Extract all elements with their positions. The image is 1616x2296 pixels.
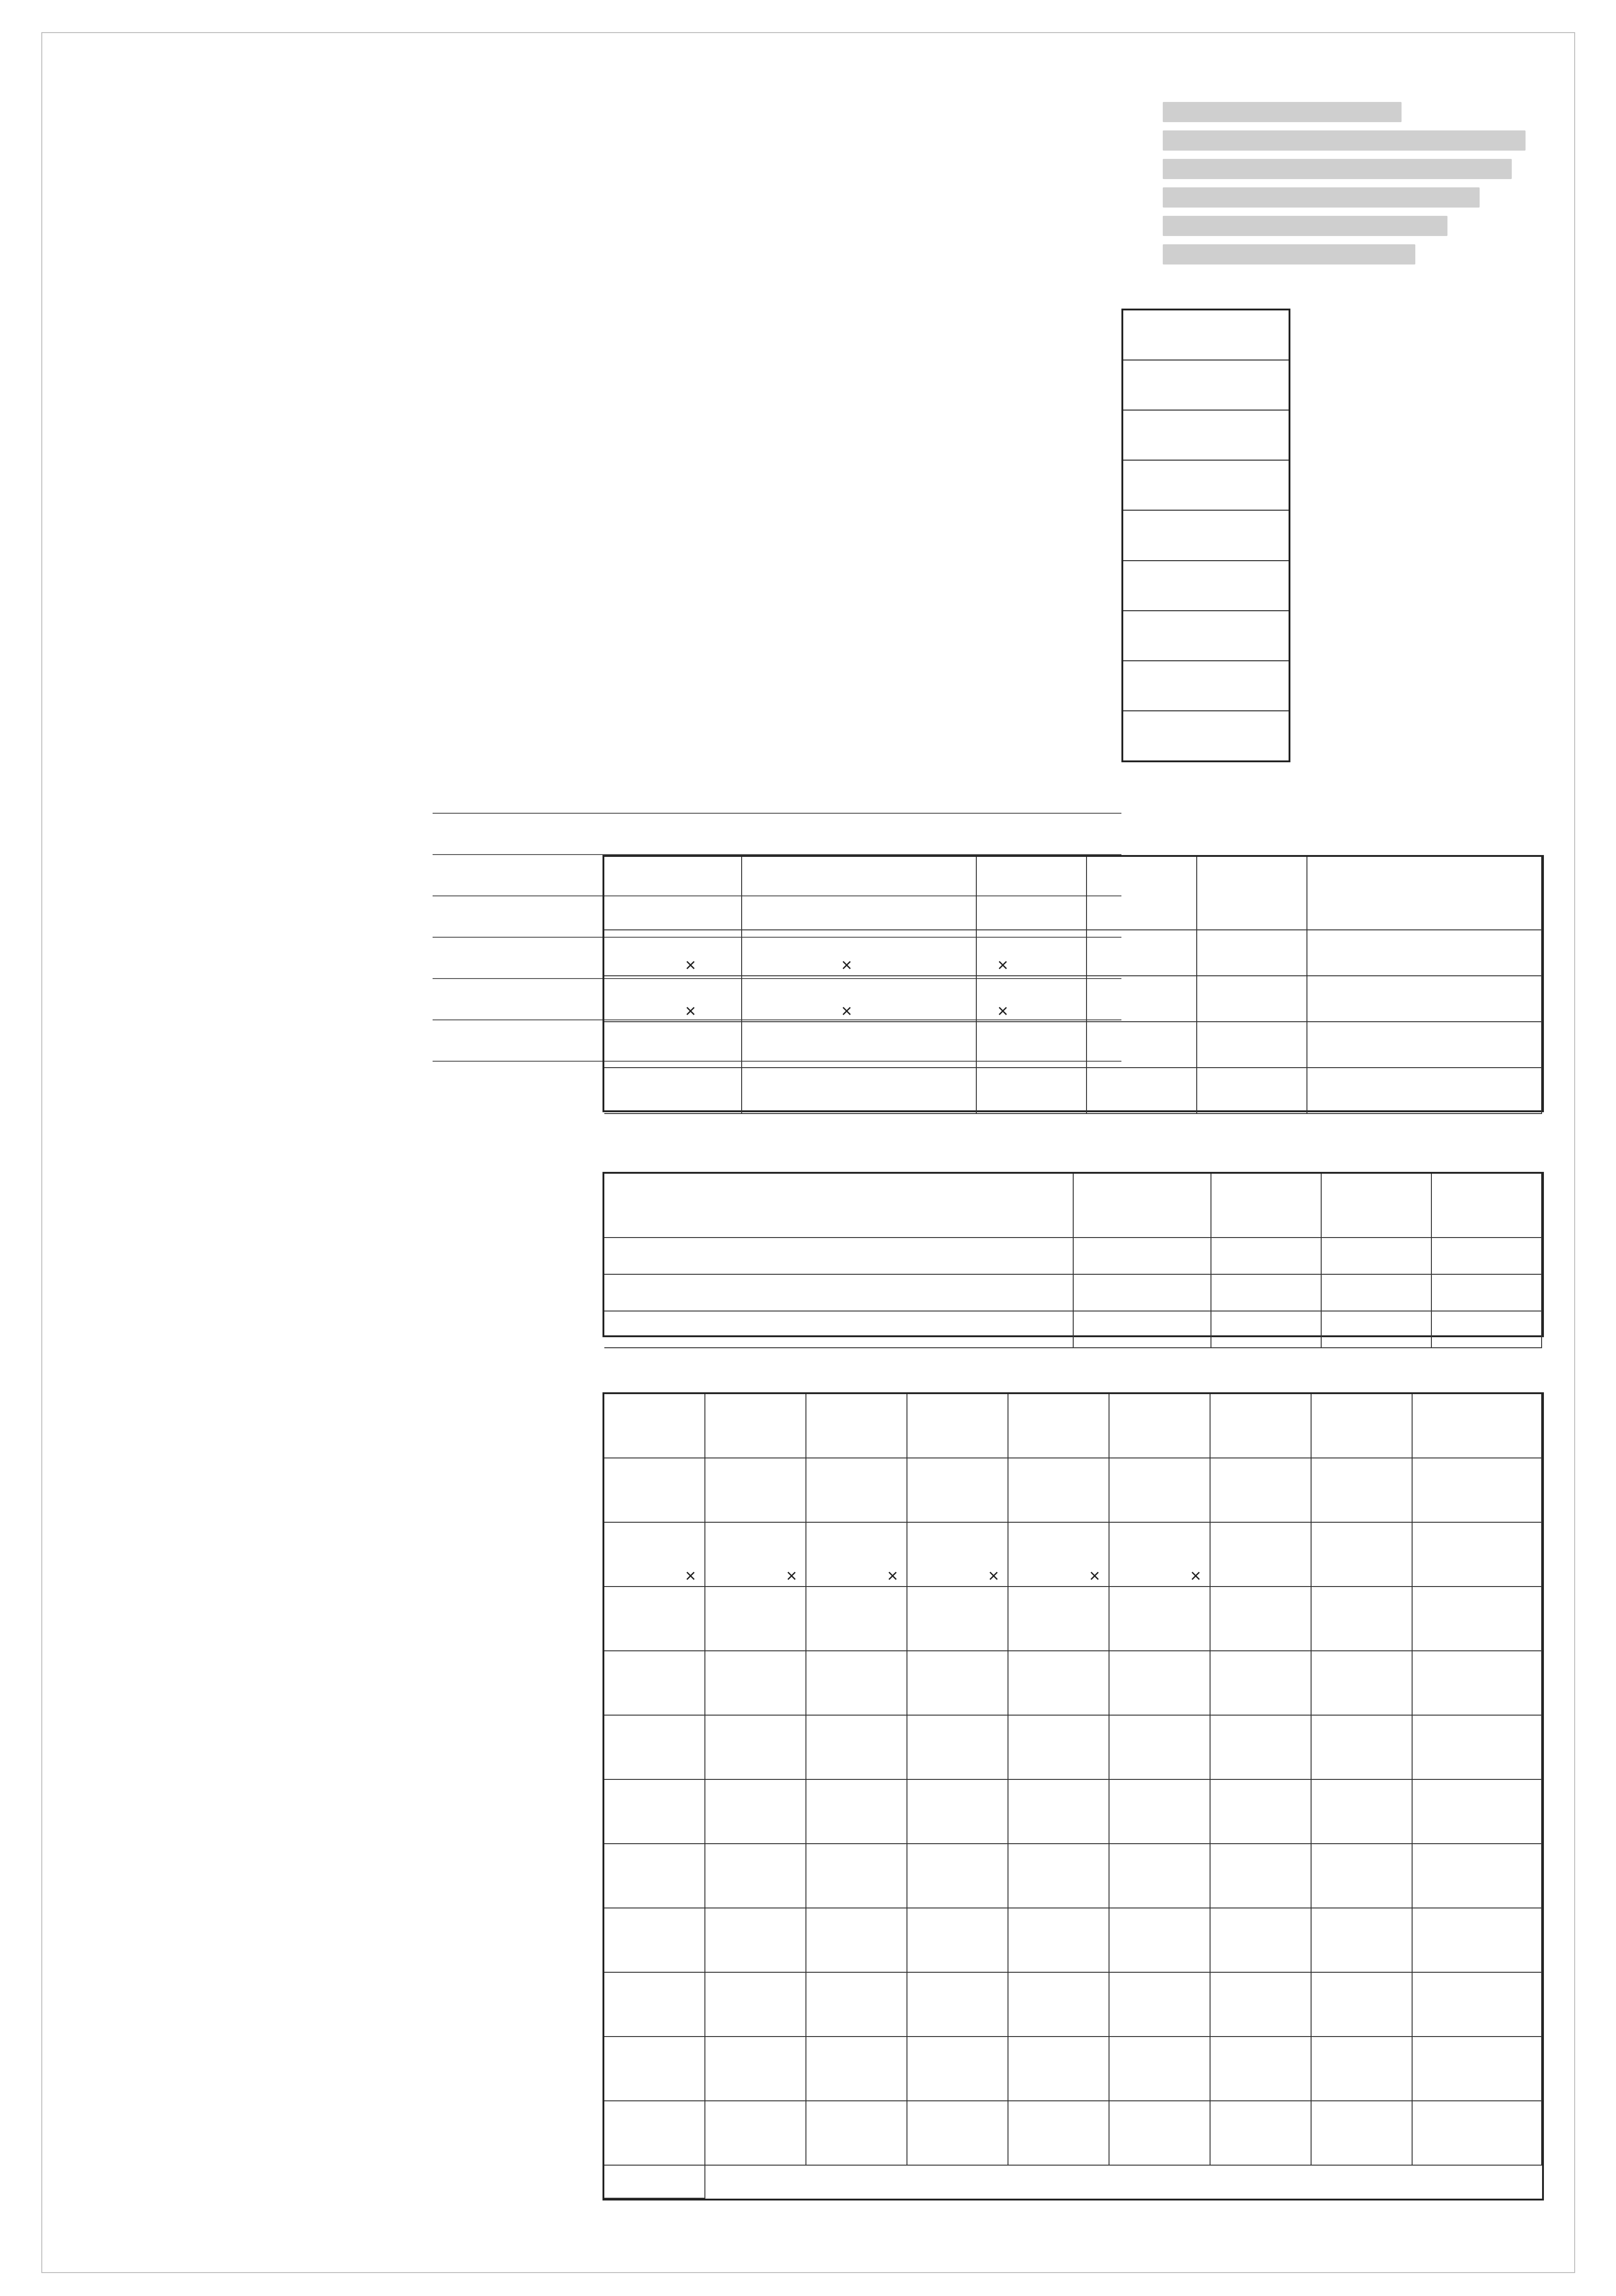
table-cell [1413, 1523, 1542, 1587]
codes-row [1123, 360, 1289, 411]
table-cell [1109, 1651, 1211, 1716]
table-head-cell [907, 1394, 1008, 1458]
codes-row [1123, 511, 1289, 561]
table-head-cell [705, 1394, 806, 1458]
table-cell [1087, 976, 1197, 1022]
table-cell [1109, 1458, 1211, 1523]
table-head-cell [1074, 1174, 1211, 1238]
table-cell [1211, 2037, 1312, 2101]
mark-x: × [841, 1001, 852, 1021]
table-cell [742, 976, 977, 1022]
table-cell [1307, 930, 1542, 976]
table-head-cell [1322, 1174, 1432, 1238]
table-cell [604, 1275, 1074, 1311]
header-field-row [433, 832, 1121, 855]
table-cell [705, 1716, 806, 1780]
mark-x: × [685, 1001, 696, 1021]
table-head-cell [806, 1394, 907, 1458]
table-cell [604, 2166, 705, 2199]
results-table-section [602, 1392, 1544, 2200]
table-cell [1312, 2037, 1413, 2101]
table-cell [1312, 1844, 1413, 1908]
table-cell [806, 1908, 907, 1973]
table-cell [1008, 1908, 1109, 1973]
table-cell [1211, 1523, 1312, 1587]
mark-x: × [841, 955, 852, 975]
table-cell [1008, 1587, 1109, 1651]
table-head-cell [1197, 857, 1307, 930]
mark-x: × [1089, 1566, 1100, 1586]
table-cell [1197, 1068, 1307, 1114]
table-cell [806, 1780, 907, 1844]
table-cell [1109, 1587, 1211, 1651]
table-cell [1211, 1651, 1312, 1716]
table-cell [705, 1973, 806, 2037]
table-cell [907, 1587, 1008, 1651]
document-page [41, 32, 1575, 2273]
table-cell [806, 1587, 907, 1651]
table-cell [1197, 930, 1307, 976]
codes-row [1123, 661, 1289, 711]
mark-x: × [685, 955, 696, 975]
table-cell [1413, 1844, 1542, 1908]
table-cell [1211, 1238, 1322, 1275]
table-cell [1211, 2101, 1312, 2166]
table-cell [604, 1908, 705, 1973]
table-cell [604, 1716, 705, 1780]
table-cell [806, 2037, 907, 2101]
main-table-section [602, 855, 1544, 1112]
table-cell [1322, 1275, 1432, 1311]
table-head-cell [1109, 1394, 1211, 1458]
table-cell [1312, 1458, 1413, 1523]
table-head-cell [742, 857, 977, 930]
table-cell [1322, 1311, 1432, 1348]
table-cell [1413, 1716, 1542, 1780]
table-cell [907, 1780, 1008, 1844]
table-head-cell [1211, 1174, 1322, 1238]
form-code-line [1163, 102, 1402, 122]
table-cell [1109, 1716, 1211, 1780]
table-cell [977, 1068, 1087, 1114]
codes-box [1121, 309, 1290, 762]
table-cell [1432, 1238, 1542, 1275]
table-cell [1312, 1908, 1413, 1973]
table-cell [1413, 1780, 1542, 1844]
table-cell [604, 1068, 742, 1114]
table-cell [1312, 1523, 1413, 1587]
table-cell [604, 1844, 705, 1908]
table-cell [705, 1587, 806, 1651]
table-cell [1008, 1973, 1109, 2037]
table-cell [1307, 976, 1542, 1022]
table-cell [907, 1716, 1008, 1780]
codes-row [1123, 711, 1289, 760]
table-cell [705, 1844, 806, 1908]
table-cell [1312, 1587, 1413, 1651]
codes-row [1123, 310, 1289, 360]
table-cell [1211, 1458, 1312, 1523]
table-head-cell [604, 1174, 1074, 1238]
codes-row [1123, 611, 1289, 661]
table-cell [1211, 1908, 1312, 1973]
table-cell [1322, 1238, 1432, 1275]
table-cell [1312, 1780, 1413, 1844]
table-cell [1197, 976, 1307, 1022]
table-cell [1074, 1275, 1211, 1311]
mark-x: × [786, 1566, 797, 1586]
subheadline-line-3 [1163, 216, 1447, 236]
table-cell [806, 1716, 907, 1780]
table-cell [1211, 1275, 1322, 1311]
table-cell [806, 1458, 907, 1523]
table-cell [1413, 1651, 1542, 1716]
table-cell [1211, 1311, 1322, 1348]
table-cell [1109, 1780, 1211, 1844]
subheadline-line-2 [1163, 187, 1480, 208]
table-cell [806, 1651, 907, 1716]
table-cell [1109, 2037, 1211, 2101]
table-cell [806, 1973, 907, 2037]
table-cell [1211, 1587, 1312, 1651]
table-cell [705, 1780, 806, 1844]
table-head-cell [1432, 1174, 1542, 1238]
mark-x: × [685, 1566, 696, 1586]
table-cell [705, 2101, 806, 2166]
subheadline-line-4 [1163, 244, 1415, 264]
table-cell [1432, 1311, 1542, 1348]
table-cell [1312, 2101, 1413, 2166]
allocation-table-section [602, 1172, 1544, 1337]
table-head-cell [1211, 1394, 1312, 1458]
table-cell [1413, 1908, 1542, 1973]
table-cell [1413, 2037, 1542, 2101]
table-cell [1413, 1587, 1542, 1651]
table-cell [1008, 1651, 1109, 1716]
table-head-cell [1413, 1394, 1542, 1458]
document-header [1163, 102, 1558, 295]
table-cell [604, 1458, 705, 1523]
table-cell [742, 930, 977, 976]
table-cell [1307, 1068, 1542, 1114]
table-cell [1087, 1022, 1197, 1068]
mark-x: × [997, 1001, 1008, 1021]
table-cell [705, 1908, 806, 1973]
mark-x: × [887, 1566, 898, 1586]
table-cell [907, 1651, 1008, 1716]
header-field-row [433, 791, 1121, 814]
table-head-cell [1087, 857, 1197, 930]
table-head-cell [1307, 857, 1542, 930]
table-cell [1008, 1780, 1109, 1844]
table-cell [1087, 1068, 1197, 1114]
table-head-cell [1312, 1394, 1413, 1458]
table-cell [1432, 1275, 1542, 1311]
table-cell [1197, 1022, 1307, 1068]
table-cell [1008, 1716, 1109, 1780]
table-cell [604, 1311, 1074, 1348]
table-cell [1413, 2101, 1542, 2166]
table-cell [1109, 1908, 1211, 1973]
subheadline-line [1163, 159, 1512, 179]
table-cell [1307, 1022, 1542, 1068]
table-cell [604, 1022, 742, 1068]
table-cell [1312, 1716, 1413, 1780]
table-cell [1109, 1844, 1211, 1908]
table-cell [604, 1651, 705, 1716]
table-cell [907, 1458, 1008, 1523]
mark-x: × [988, 1566, 999, 1586]
table-cell [1312, 1651, 1413, 1716]
table-cell [604, 976, 742, 1022]
table-cell [806, 2101, 907, 2166]
table-cell [907, 1908, 1008, 1973]
table-cell [977, 930, 1087, 976]
table-cell [1312, 1973, 1413, 2037]
table-cell [1074, 1238, 1211, 1275]
table-head-cell [1008, 1394, 1109, 1458]
headline-line [1163, 130, 1526, 151]
table-cell [1211, 1780, 1312, 1844]
table-cell [705, 1458, 806, 1523]
table-cell [1008, 1458, 1109, 1523]
mark-x: × [997, 955, 1008, 975]
table-cell [705, 1651, 806, 1716]
table-cell [604, 2037, 705, 2101]
table-cell [907, 2101, 1008, 2166]
table-cell [1211, 1844, 1312, 1908]
table-cell [1109, 1973, 1211, 2037]
table-head-cell [604, 857, 742, 930]
codes-row [1123, 561, 1289, 611]
codes-row [1123, 461, 1289, 511]
table-cell [604, 1973, 705, 2037]
table-cell [742, 1022, 977, 1068]
table-cell [604, 1780, 705, 1844]
table-cell [1109, 2101, 1211, 2166]
table-cell [1008, 2101, 1109, 2166]
table-cell [604, 2101, 705, 2166]
table-cell [604, 1238, 1074, 1275]
table-cell [907, 2037, 1008, 2101]
table-cell [742, 1068, 977, 1114]
table-cell [604, 930, 742, 976]
table-cell [1413, 1458, 1542, 1523]
table-cell [977, 1022, 1087, 1068]
table-cell [1074, 1311, 1211, 1348]
table-cell [1413, 1973, 1542, 2037]
mark-x: × [1190, 1566, 1201, 1586]
table-cell [1008, 1844, 1109, 1908]
codes-row [1123, 411, 1289, 461]
table-head-cell [977, 857, 1087, 930]
table-cell [907, 1844, 1008, 1908]
table-cell [705, 2037, 806, 2101]
table-head-cell [604, 1394, 705, 1458]
table-cell [604, 1587, 705, 1651]
table-cell [1211, 1716, 1312, 1780]
table-cell [1087, 930, 1197, 976]
table-cell [806, 1844, 907, 1908]
table-cell [907, 1973, 1008, 2037]
table-cell [1008, 2037, 1109, 2101]
table-cell [1211, 1973, 1312, 2037]
table-cell [977, 976, 1087, 1022]
